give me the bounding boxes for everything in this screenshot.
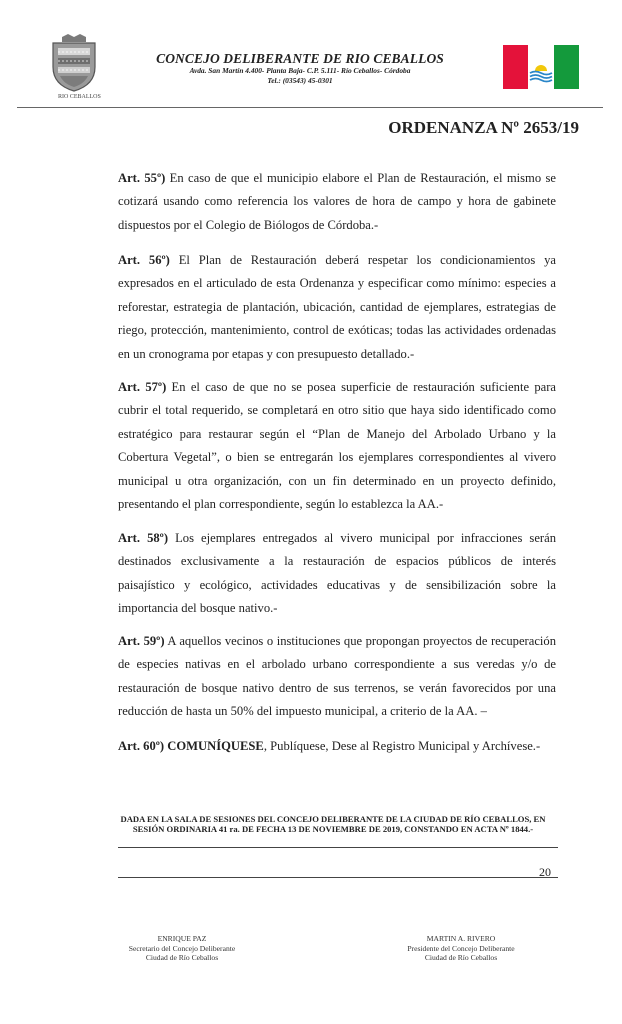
- article-label: Art. 59º): [118, 634, 165, 648]
- article-text: El Plan de Restauración deberá respetar los condicionamientos ya expresados en el articulado de esta Ordenanza y especificar como mínimo: especies a reforestar, estrategia de plantación, ubicación, cantidad de ejemplares, estrategias de riego, protección, mantenimiento, control de exóticas; todas las actividades ordenadas en un cronograma por etapas y con presupuesto detallado.-: [118, 253, 556, 361]
- footer-divider: [118, 847, 558, 848]
- signatory-name: MARTIN A. RIVERO: [426, 934, 496, 943]
- signatory-title: Secretario del Concejo Deliberante: [128, 943, 236, 953]
- article-text: , Publíquese, Dese al Registro Municipal y Archívese.-: [263, 739, 541, 753]
- article-text: En el caso de que no se posea superficie de restauración suficiente para cubrir el total requerido, se completará en otro sitio que haya sido identificado como estratégico para restaurar según el “Plan de Manejo del Arbolado Urbano y la Cobertura Vegetal”, o bien se entregarán los ejemplares correspondientes al vivero municipal u otra organización, con un fin determinado en un proyecto definido, presentando el plan correspondiente, según lo establezca la AA.-: [118, 380, 556, 512]
- article-56: [118, 249, 556, 366]
- council-name: CONCEJO DELIBERANTE DE RIO CEBALLOS: [156, 51, 444, 66]
- page-number: 20: [539, 865, 551, 879]
- article-text: En caso de que el municipio elabore el Plan de Restauración, el mismo se cotizará usando como referencia los valores de hora de campo y hora de gabinete dispuestos por el Colegio de Biólogos de Córdoba.-: [118, 171, 556, 232]
- article-60: [118, 735, 556, 758]
- article-label: Art. 56º): [118, 253, 170, 267]
- signature-president: [376, 934, 546, 963]
- signatory-title: Presidente del Concejo Deliberante: [407, 943, 515, 953]
- letterhead: [110, 52, 490, 85]
- seal-label: RIO CEBALLOS: [58, 94, 101, 100]
- header-divider: [17, 107, 603, 108]
- ordinance-title: ORDENANZA Nº 2653/19: [388, 118, 579, 137]
- article-57: [118, 376, 556, 516]
- signatory-place: Ciudad de Río Ceballos: [424, 953, 498, 963]
- article-label: Art. 60º): [118, 739, 165, 753]
- article-label: Art. 57º): [118, 380, 167, 394]
- signature-secretary: [102, 934, 262, 963]
- article-text: A aquellos vecinos o instituciones que propongan proyectos de recuperación de especies nativas en el arbolado urbano correspondiente a sus veredas y/o de restauración de bosque nativo dentro de sus terrenos, se verán favorecidos por una reducción de hasta un 50% del impuesto municipal, a criterio de la AA. –: [118, 634, 556, 719]
- council-phone: Tel.: (03543) 45-0301: [267, 76, 333, 85]
- city-flag-icon: [503, 45, 579, 89]
- article-55: [118, 167, 556, 237]
- article-text: Los ejemplares entregados al vivero municipal por infracciones serán destinados exclusivamente a la restauración de espacios públicos de interés paisajístico y ecológico, actividades educativas y de sensibilización sobre la importancia del bosque nativo.-: [118, 531, 556, 616]
- article-58: [118, 527, 556, 621]
- signatory-name: ENRIQUE PAZ: [157, 934, 207, 943]
- session-statement: DADA EN LA SALA DE SESIONES DEL CONCEJO DELIBERANTE DE LA CIUDAD DE RÍO CEBALLOS, EN SESIÓN ORDINARIA 41 ra. DE FECHA 13 DE NOVIEMBRE DE 2019, CONSTANDO EN ACTA Nº 1844.-: [120, 814, 546, 835]
- council-address: Avda. San Martín 4.400- Planta Baja- C.P. 5.111- Río Ceballos- Córdoba: [189, 66, 411, 75]
- article-59: [118, 630, 556, 724]
- footer-divider-bottom: [118, 877, 558, 878]
- municipal-coat-of-arms-icon: [48, 33, 100, 93]
- article-emphasis: COMUNÍQUESE: [164, 739, 264, 753]
- article-label: Art. 55º): [118, 171, 166, 185]
- signatory-place: Ciudad de Río Ceballos: [145, 953, 219, 963]
- article-label: Art. 58º): [118, 531, 169, 545]
